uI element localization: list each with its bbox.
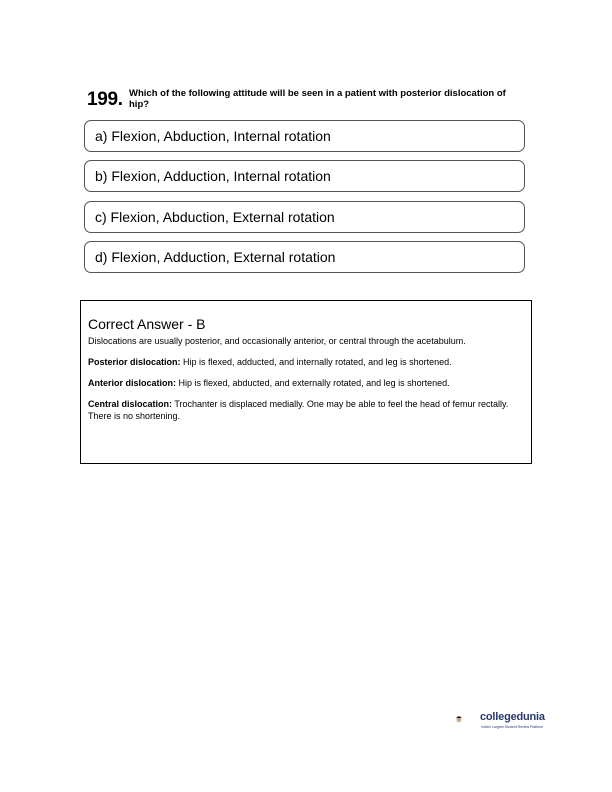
posterior-point — [88, 356, 524, 368]
question-number: 199. — [87, 89, 123, 110]
anterior-text: Hip is flexed, abducted, and externally rotated, and leg is shortened. — [176, 378, 450, 388]
answer-intro: Dislocations are usually posterior, and occasionally anterior, or central through the acetabulum. — [88, 336, 466, 346]
option-a[interactable] — [84, 120, 525, 152]
central-point — [88, 398, 524, 422]
anterior-point — [88, 377, 524, 389]
brand-name[interactable]: collegedunia — [480, 711, 545, 723]
option-a-label: a) Flexion, Abduction, Internal rotation — [95, 128, 331, 144]
answer-box — [80, 300, 532, 464]
option-d[interactable] — [84, 241, 525, 273]
mascot-icon — [456, 706, 480, 734]
question-text: Which of the following attitude will be seen in a patient with posterior dislocation of hip? — [129, 88, 506, 110]
anterior-label: Anterior dislocation: — [88, 378, 177, 388]
option-b[interactable] — [84, 160, 525, 192]
answer-title: Correct Answer - B — [88, 316, 206, 332]
central-label: Central dislocation: — [88, 399, 173, 409]
option-c-label: c) Flexion, Abduction, External rotation — [95, 209, 335, 225]
option-d-label: d) Flexion, Adduction, External rotation — [95, 249, 336, 265]
option-b-label: b) Flexion, Adduction, Internal rotation — [95, 168, 331, 184]
brand-tagline: India's Largest Student Review Platform — [481, 725, 544, 729]
central-text: Trochanter is displaced medially. One may be able to feel the head of femur rectally. There is no shortening. — [88, 399, 509, 421]
posterior-text: Hip is flexed, adducted, and internally rotated, and leg is shortened. — [180, 357, 452, 367]
option-c[interactable] — [84, 201, 525, 233]
posterior-label: Posterior dislocation: — [88, 357, 181, 367]
